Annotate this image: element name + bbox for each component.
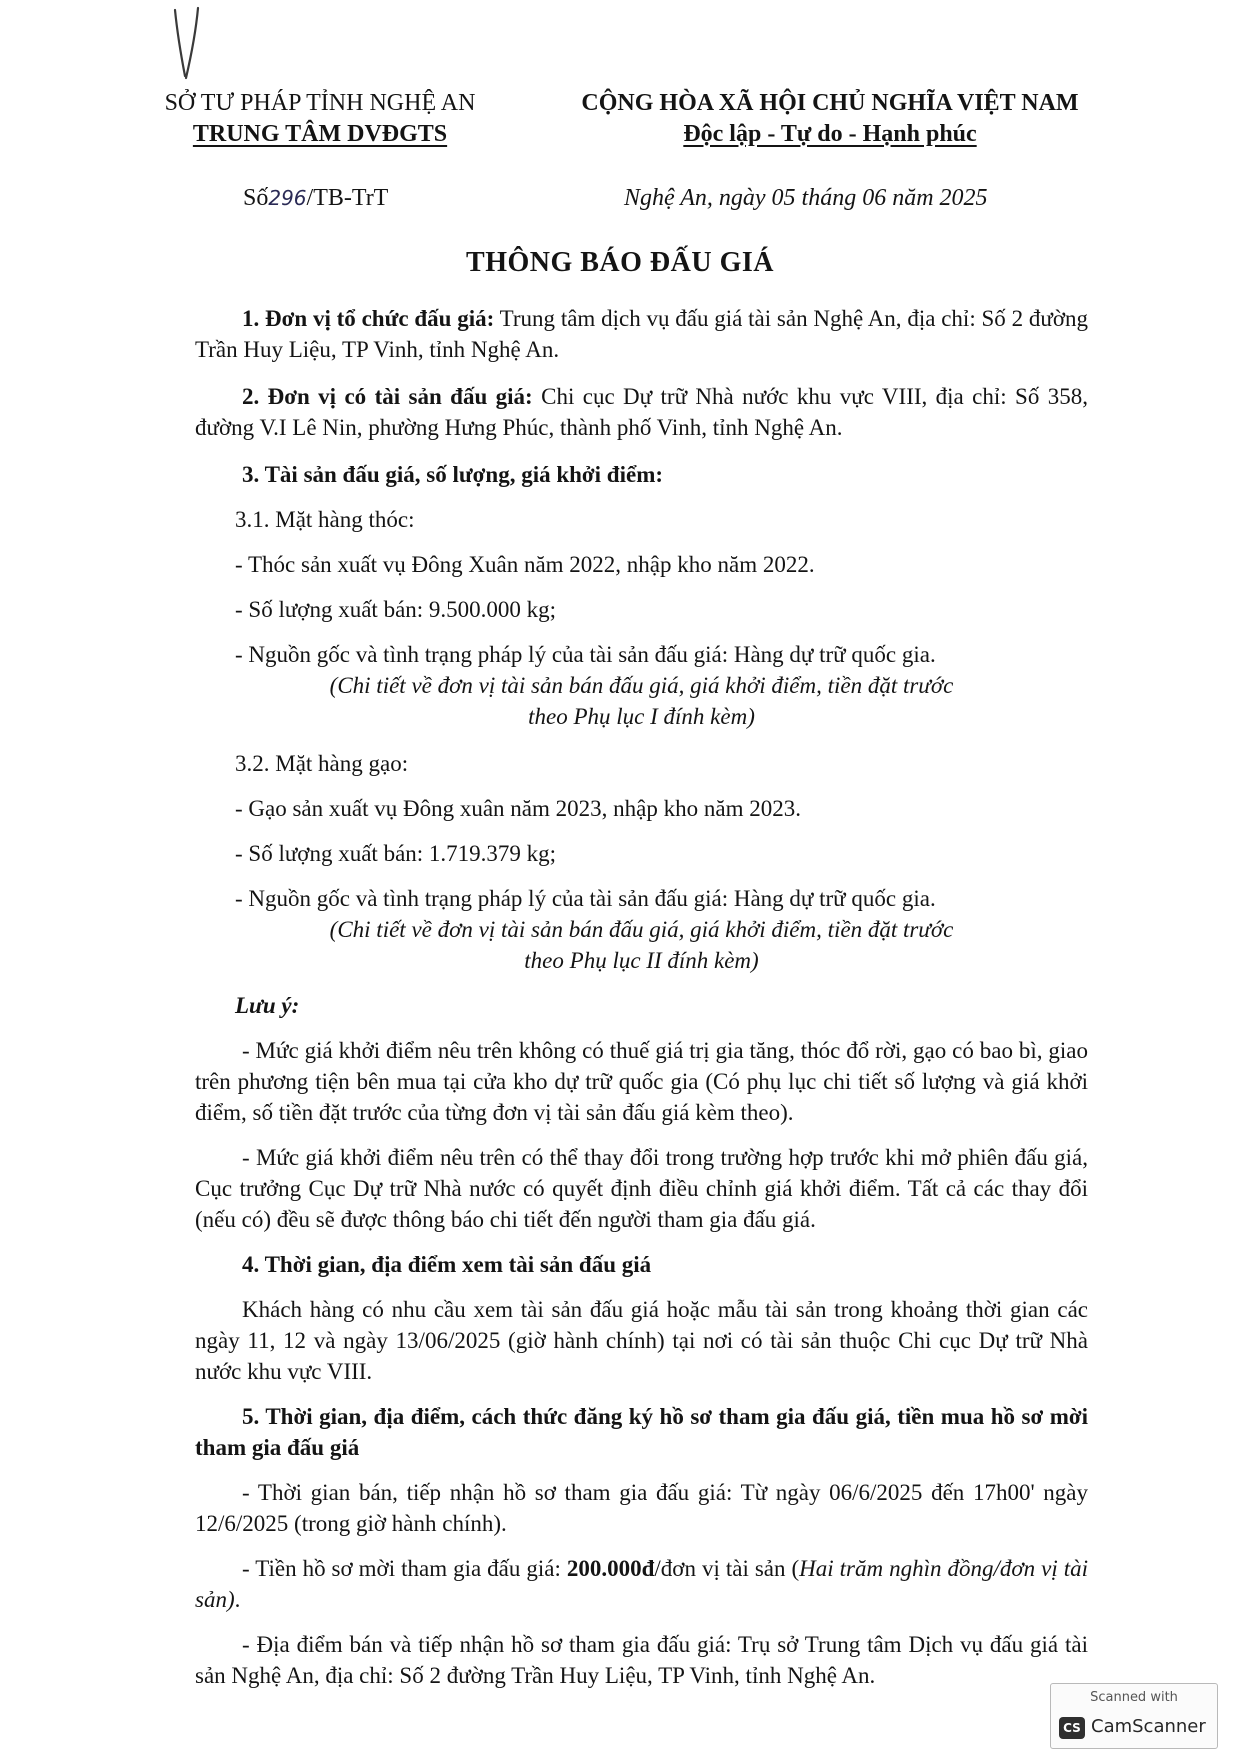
fee-end: . bbox=[234, 1587, 241, 1612]
place-date: Nghệ An, ngày 05 tháng 06 năm 2025 bbox=[624, 185, 988, 211]
paddy-item: - Số lượng xuất bán: 9.500.000 kg; bbox=[235, 597, 557, 622]
section-1 bbox=[195, 303, 1088, 365]
section-2-text: Chi cục Dự trữ Nhà nước khu vực VIII, địa chỉ: Số 358, đường V.I Lê Nin, phường Hưng Phúc, thành phố Vinh, tỉnh Nghệ An. bbox=[195, 384, 1088, 440]
national-motto-header bbox=[560, 88, 1100, 150]
fee-text: - Tiền hồ sơ mời tham gia đấu giá: bbox=[242, 1556, 567, 1581]
notice-label: Lưu ý: bbox=[235, 993, 300, 1018]
section-4-heading: 4. Thời gian, địa điểm xem tài sản đấu giá bbox=[242, 1252, 652, 1277]
document-body bbox=[195, 303, 1088, 1691]
agency-parent: SỞ TƯ PHÁP TỈNH NGHỆ AN bbox=[164, 90, 476, 116]
issuing-agency-header bbox=[130, 88, 510, 150]
doc-number-suffix: /TB-TrT bbox=[306, 185, 389, 211]
section-5-item-fee bbox=[195, 1553, 1088, 1615]
rice-title: 3.2. Mặt hàng gạo: bbox=[235, 751, 409, 776]
fee-unit: /đơn vị tài sản ( bbox=[654, 1556, 800, 1581]
notice-item: - Mức giá khởi điểm nêu trên có thể thay đổi trong trường hợp trước khi mở phiên đấu giá, Cục trưởng Cục Dự trữ Nhà nước có quyết định điều chỉnh giá khởi điểm. Tất cả các thay đổi (nếu có) đều sẽ được thông báo chi tiết đến người tham gia đấu giá. bbox=[195, 1145, 1088, 1232]
section-5-item: - Thời gian bán, tiếp nhận hồ sơ tham gia đấu giá: Từ ngày 06/6/2025 đến 17h00' ngày 12/6/2025 (trong giờ hành chính). bbox=[195, 1480, 1088, 1536]
paddy-note-line: theo Phụ lục I đính kèm) bbox=[528, 704, 755, 729]
national-motto: Độc lập - Tự do - Hạnh phúc bbox=[683, 121, 977, 147]
section-2 bbox=[195, 381, 1088, 443]
doc-number-prefix: Số bbox=[243, 185, 269, 211]
section-3-heading: 3. Tài sản đấu giá, số lượng, giá khởi điểm: bbox=[242, 462, 664, 487]
country-name: CỘNG HÒA XÃ HỘI CHỦ NGHĨA VIỆT NAM bbox=[581, 90, 1079, 116]
camscanner-watermark bbox=[1050, 1683, 1218, 1749]
section-4-text: Khách hàng có nhu cầu xem tài sản đấu giá hoặc mẫu tài sản trong khoảng thời gian các ngày 11, 12 và ngày 13/06/2025 (giờ hành chính) tại nơi có tài sản thuộc Chi cục Dự trữ Nhà nước khu vực VIII. bbox=[195, 1297, 1088, 1384]
handwritten-check-mark bbox=[170, 6, 210, 84]
paddy-note bbox=[195, 670, 1088, 732]
paddy-note-line: (Chi tiết về đơn vị tài sản bán đấu giá, giá khởi điểm, tiền đặt trước bbox=[329, 673, 954, 698]
notice-item: - Mức giá khởi điểm nêu trên không có thuế giá trị gia tăng, thóc đổ rời, gạo có bao bì, giao trên phương tiện bên mua tại cửa kho dự trữ quốc gia (Có phụ lục chi tiết số lượng và giá khởi điểm, số tiền đặt trước của từng đơn vị tài sản đấu giá kèm theo). bbox=[195, 1038, 1088, 1125]
camscanner-logo-icon: CS bbox=[1059, 1717, 1085, 1739]
rice-note-line: (Chi tiết về đơn vị tài sản bán đấu giá, giá khởi điểm, tiền đặt trước bbox=[329, 917, 954, 942]
section-5-heading: 5. Thời gian, địa điểm, cách thức đăng ký hồ sơ tham gia đấu giá, tiền mua hồ sơ mời tham gia đấu giá bbox=[195, 1404, 1088, 1460]
watermark-brand: CamScanner bbox=[1091, 1716, 1206, 1737]
section-5-item: - Địa điểm bán và tiếp nhận hồ sơ tham gia đấu giá: Trụ sở Trung tâm Dịch vụ đấu giá tài sản Nghệ An, địa chỉ: Số 2 đường Trần Huy Liệu, TP Vinh, tỉnh Nghệ An. bbox=[195, 1632, 1088, 1688]
fee-amount: 200.000đ bbox=[566, 1556, 655, 1581]
paddy-item: - Nguồn gốc và tình trạng pháp lý của tài sản đấu giá: Hàng dự trữ quốc gia. bbox=[235, 642, 936, 667]
rice-note bbox=[195, 914, 1088, 976]
watermark-caption: Scanned with bbox=[1090, 1690, 1178, 1705]
document-number bbox=[243, 185, 388, 212]
doc-number-handwritten: 296 bbox=[268, 186, 307, 210]
fee-in-words: Hai trăm nghìn đồng/đơn vị tài sản) bbox=[195, 1556, 1089, 1612]
paddy-title: 3.1. Mặt hàng thóc: bbox=[235, 507, 415, 532]
rice-note-line: theo Phụ lục II đính kèm) bbox=[524, 948, 759, 973]
rice-item: - Nguồn gốc và tình trạng pháp lý của tài sản đấu giá: Hàng dự trữ quốc gia. bbox=[235, 886, 936, 911]
paddy-item: - Thóc sản xuất vụ Đông Xuân năm 2022, nhập kho năm 2022. bbox=[235, 552, 815, 577]
agency-name: TRUNG TÂM DVĐGTS bbox=[192, 121, 448, 147]
document-title: THÔNG BÁO ĐẤU GIÁ bbox=[466, 247, 774, 278]
section-2-label: 2. Đơn vị có tài sản đấu giá: bbox=[242, 384, 533, 409]
section-1-label: 1. Đơn vị tổ chức đấu giá: bbox=[242, 306, 495, 331]
rice-item: - Số lượng xuất bán: 1.719.379 kg; bbox=[235, 841, 557, 866]
section-1-text: Trung tâm dịch vụ đấu giá tài sản Nghệ An, địa chỉ: Số 2 đường Trần Huy Liệu, TP Vinh, tỉnh Nghệ An. bbox=[195, 306, 1088, 362]
rice-item: - Gạo sản xuất vụ Đông xuân năm 2023, nhập kho năm 2023. bbox=[235, 796, 801, 821]
